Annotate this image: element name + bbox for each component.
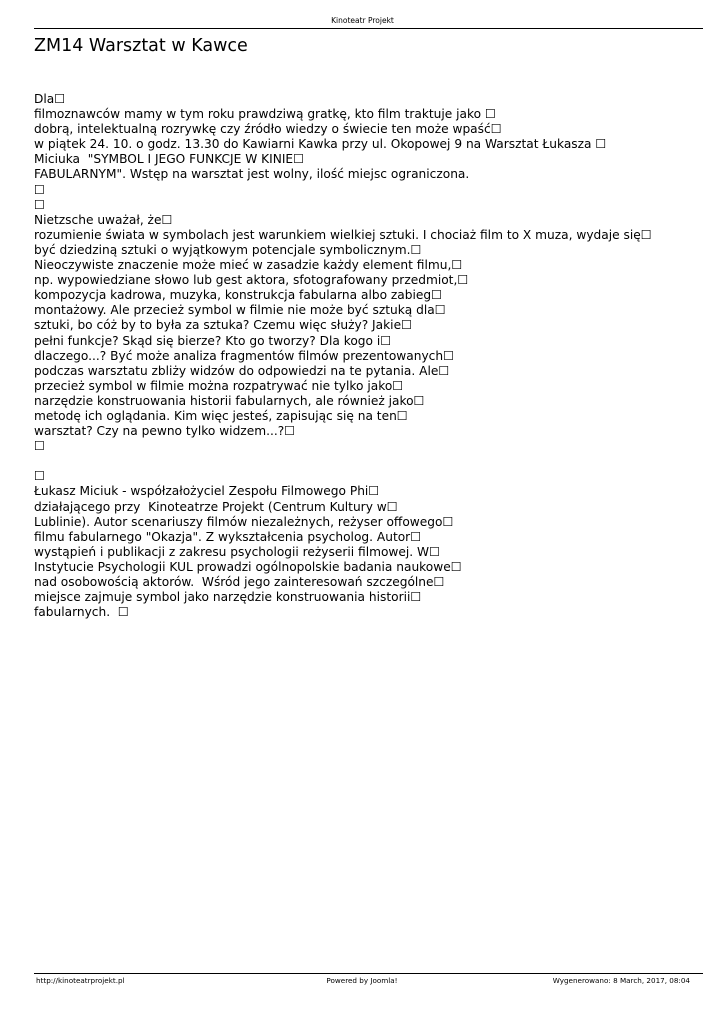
- article-line: montażowy. Ale przecież symbol w filmie nie może być sztuką dla☐: [34, 303, 446, 318]
- article-line: ☐: [34, 439, 45, 454]
- article-line: [34, 454, 694, 469]
- footer-powered-by: Powered by Joomla!: [326, 976, 398, 985]
- article-line: Miciuka "SYMBOL I JEGO FUNKCJE W KINIE☐: [34, 152, 305, 167]
- footer-site-url: http://kinoteatrprojekt.pl: [36, 976, 125, 985]
- article-line: być dziedziną sztuki o wyjątkowym potencjale symbolicznym.☐: [34, 242, 422, 257]
- page-footer: [34, 976, 690, 986]
- article-line: filmoznawców mamy w tym roku prawdziwą gratkę, kto film traktuje jako ☐: [34, 107, 496, 122]
- article-line: dlaczego...? Być może analiza fragmentów filmów prezentowanych☐: [34, 348, 455, 363]
- article-line: metodę ich oglądania. Kim więc jesteś, zapisując się na ten☐: [34, 408, 408, 423]
- article-line: ☐: [34, 182, 45, 197]
- footer-generated-date: Wygenerowano: 8 March, 2017, 08:04: [552, 976, 690, 985]
- footer-divider: [34, 973, 703, 974]
- article-line: np. wypowiedziane słowo lub gest aktora, sfotografowany przedmiot,☐: [34, 273, 469, 288]
- article-line: ☐: [34, 469, 45, 484]
- article-body: [34, 92, 694, 620]
- article-line: FABULARNYM". Wstęp na warsztat jest wolny, ilość miejsc ograniczona.: [34, 167, 470, 182]
- article-line: rozumienie świata w symbolach jest warunkiem wielkiej sztuki. I chociaż film to X muza, wydaje się☐: [34, 227, 652, 242]
- article-line: filmu fabularnego "Okazja". Z wykształcenia psycholog. Autor☐: [34, 529, 422, 544]
- article-line: nad osobowością aktorów. Wśród jego zainteresowań szczególne☐: [34, 575, 445, 589]
- article-line: podczas warsztatu zbliży widzów do odpowiedzi na te pytania. Ale☐: [34, 363, 450, 378]
- article-line: miejsce zajmuje symbol jako narzędzie konstruowania historii☐: [34, 590, 422, 605]
- article-line: Instytucie Psychologii KUL prowadzi ogólnopolskie badania naukowe☐: [34, 559, 462, 574]
- article-title: ZM14 Warsztat w Kawce: [34, 36, 248, 56]
- article-line: Nietzsche uważał, że☐: [34, 212, 173, 227]
- article-line: przecież symbol w filmie można rozpatrywać nie tylko jako☐: [34, 378, 404, 393]
- site-name-header: Kinoteatr Projekt: [331, 16, 394, 25]
- article-line: Nieoczywiste znaczenie może mieć w zasadzie każdy element filmu,☐: [34, 258, 463, 273]
- article-line: warsztat? Czy na pewno tylko widzem...?☐: [34, 424, 296, 439]
- article-line: narzędzie konstruowania historii fabularnych, ale również jako☐: [34, 393, 425, 408]
- article-line: pełni funkcje? Skąd się bierze? Kto go tworzy? Dla kogo i☐: [34, 333, 392, 348]
- article-line: Łukasz Miciuk - współzałożyciel Zespołu Filmowego Phi☐: [34, 484, 380, 499]
- article-line: działającego przy Kinoteatrze Projekt (Centrum Kultury w☐: [34, 499, 398, 514]
- article-line: kompozycja kadrowa, muzyka, konstrukcja fabularna albo zabieg☐: [34, 288, 443, 303]
- article-line: Lublinie). Autor scenariuszy filmów niezależnych, reżyser offowego☐: [34, 514, 454, 529]
- article-line: sztuki, bo cóż by to była za sztuka? Czemu więc służy? Jakie☐: [34, 318, 412, 333]
- article-line: wystąpień i publikacji z zakresu psychologii reżyserii filmowej. W☐: [34, 544, 440, 559]
- article-line: dobrą, intelektualną rozrywkę czy źródło wiedzy o świecie ten może wpaść☐: [34, 122, 502, 137]
- article-line: ☐: [34, 197, 45, 212]
- article-line: fabularnych. ☐: [34, 605, 129, 620]
- header-divider: [34, 28, 703, 29]
- article-line: Dla☐: [34, 92, 66, 106]
- article-line: w piątek 24. 10. o godz. 13.30 do Kawiarni Kawka przy ul. Okopowej 9 na Warsztat Łukasza ☐: [34, 137, 607, 152]
